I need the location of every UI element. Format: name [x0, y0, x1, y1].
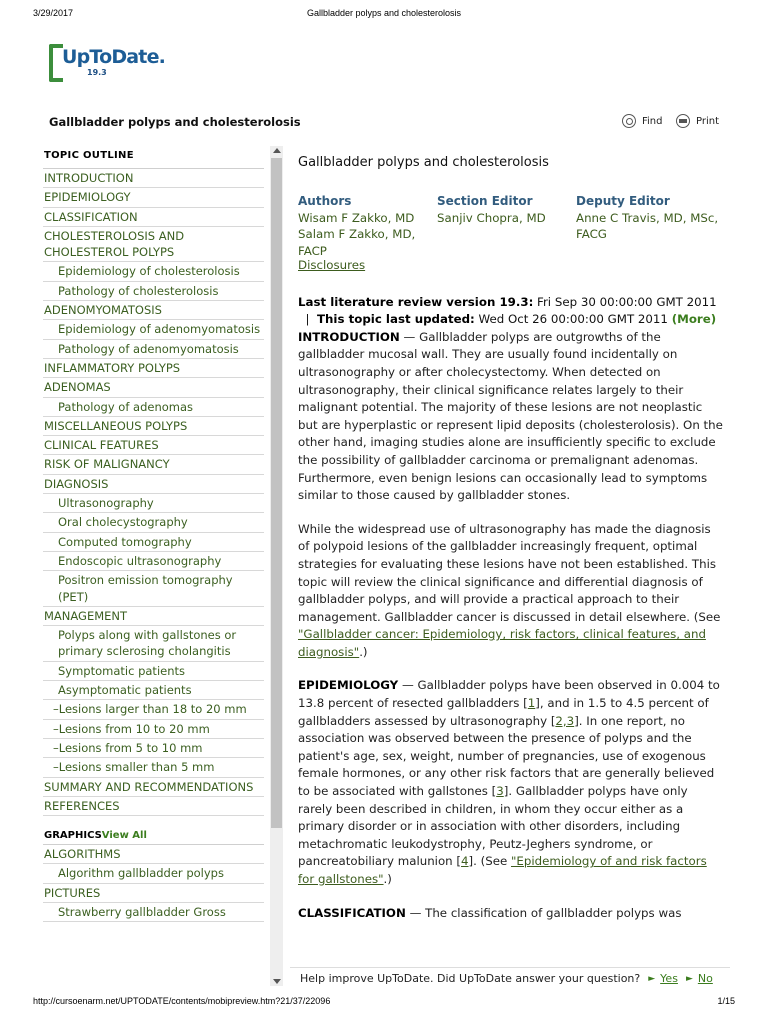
gallbladder-cancer-link[interactable]: "Gallbladder cancer: Epidemiology, risk factors, clinical features, and diagnosis": [298, 627, 706, 659]
outline-item-pet[interactable]: Positron emission tomography (PET): [43, 571, 264, 607]
updated-label: This topic last updated:: [316, 312, 475, 327]
feedback-question: Help improve UpToDate. Did UpToDate answer your question?: [300, 972, 641, 985]
outline-item-path-adenomas[interactable]: Pathology of adenomas: [43, 398, 264, 417]
disclosures-link[interactable]: Disclosures: [298, 258, 366, 272]
feedback-bar: [290, 967, 730, 989]
outline-item-epi-cholesterolosis[interactable]: Epidemiology of cholesterolosis: [43, 262, 264, 281]
classification-heading: CLASSIFICATION: [298, 905, 406, 920]
deputy-editor-block: [576, 193, 721, 243]
reference-link-1[interactable]: 1: [527, 696, 536, 711]
gallstones-risk-link[interactable]: "Epidemiology of and risk factors for gallstones": [298, 854, 707, 886]
byline: [298, 193, 723, 258]
epi-text-2: ], and in 1.5 to 4.5 percent of gallbladders assessed by ultrasonography [: [298, 696, 709, 728]
sidebar-scrollbar[interactable]: [270, 146, 283, 986]
epi-end: .): [383, 872, 392, 886]
outline-item-classification[interactable]: CLASSIFICATION: [43, 208, 264, 227]
outline-item-summary[interactable]: SUMMARY AND RECOMMENDATIONS: [43, 778, 264, 797]
epi-text-4: ]. Gallbladder polyps have only rarely been described in children, in whom they occur either as a primary disorder or in association with other disorders, including metachromatic leukodystrophy, Peutz-Jeghers syndrome, or pancreatobiliary malunion [: [298, 784, 688, 869]
section-editor-label: Section Editor: [437, 194, 533, 208]
article-title: Gallbladder polyps and cholesterolosis: [298, 155, 549, 170]
reference-link-2-3[interactable]: 2,3: [555, 713, 575, 728]
para2-end: .): [359, 644, 368, 659]
literature-review-info: [298, 294, 723, 329]
no-arrow-icon: ►: [685, 973, 693, 984]
outline-item-eus[interactable]: Endoscopic ultrasonography: [43, 552, 264, 571]
outline-item-misc-polyps[interactable]: MISCELLANEOUS POLYPS: [43, 417, 264, 436]
graphics-item-strawberry[interactable]: Strawberry gallbladder Gross: [43, 903, 264, 922]
view-all-link[interactable]: View All: [101, 830, 147, 842]
classification-text: — The classification of gallbladder polyps was: [405, 905, 682, 920]
graphics-item-algorithm-polyps[interactable]: Algorithm gallbladder polyps: [43, 864, 264, 883]
feedback-yes-link[interactable]: Yes: [660, 972, 678, 985]
deputy-editor-name[interactable]: Anne C Travis, MD, MSc, FACG: [576, 210, 719, 241]
print-url: http://cursoenarm.net/UPTODATE/contents/mobipreview.htm?21/37/22096: [33, 996, 331, 1006]
outline-item-lesions-lt5[interactable]: – Lesions smaller than 5 mm: [43, 758, 264, 777]
print-header: [0, 8, 768, 22]
outline-item-diagnosis[interactable]: DIAGNOSIS: [43, 475, 264, 494]
outline-item-symptomatic[interactable]: Symptomatic patients: [43, 662, 264, 681]
epi-text-3: ]. In one report, no association was observed between the presence of polyps and the patient's age, sex, weight, number of pregnancies, use of exogenous female hormones, or any other risk factors that are generally believed to be associated with gallstones [: [298, 713, 715, 799]
para2-text: While the widespread use of ultrasonography has made the diagnosis of polypoid lesions of the gallbladder increasingly frequent, optimal strategies for evaluating these lesions have not been established. This topic will review the clinical significance and differential diagnosis of gallbladder polyps, and will provide a practical approach to their management. Gallbladder cancer is discussed in detail elsewhere. (See: [298, 521, 721, 624]
deputy-editor-label: Deputy Editor: [576, 194, 670, 208]
second-paragraph: [298, 521, 723, 662]
outline-item-epidemiology[interactable]: EPIDEMIOLOGY: [43, 188, 264, 207]
outline-list: [43, 169, 264, 816]
classification-paragraph: [298, 905, 723, 923]
scroll-down-icon[interactable]: [273, 979, 281, 984]
lit-review-date: Fri Sep 30 00:00:00 GMT 2011: [533, 294, 717, 309]
logo-bracket-icon: [49, 44, 63, 82]
outline-item-cholesterolosis[interactable]: CHOLESTEROLOSIS AND CHOLESTEROL POLYPS: [43, 227, 264, 263]
outline-item-path-adenomyomatosis[interactable]: Pathology of adenomyomatosis: [43, 340, 264, 359]
article-body: [298, 153, 723, 971]
logo-version: 19.3: [87, 68, 107, 77]
graphics-item-pictures[interactable]: PICTURES: [43, 884, 264, 903]
graphics-item-algorithms[interactable]: ALGORITHMS: [43, 845, 264, 864]
outline-item-asymptomatic[interactable]: Asymptomatic patients: [43, 681, 264, 700]
reference-link-4[interactable]: 4: [461, 854, 469, 869]
intro-paragraph: [298, 329, 723, 505]
page-title: Gallbladder polyps and cholesterolosis: [49, 115, 301, 129]
outline-item-management[interactable]: MANAGEMENT: [43, 607, 264, 626]
info-separator: |: [298, 312, 317, 327]
epidemiology-paragraph: [298, 677, 723, 888]
outline-item-ct[interactable]: Computed tomography: [43, 533, 264, 552]
epidemiology-heading: EPIDEMIOLOGY: [298, 678, 399, 693]
more-link[interactable]: (More): [671, 312, 717, 327]
outline-item-references[interactable]: REFERENCES: [43, 797, 264, 816]
print-footer: [0, 996, 768, 1010]
graphics-heading-label: GRAPHICS: [44, 830, 102, 842]
print-date: 3/29/2017: [33, 8, 74, 18]
outline-item-path-cholesterolosis[interactable]: Pathology of cholesterolosis: [43, 282, 264, 301]
reference-link-3[interactable]: 3: [496, 784, 504, 799]
topic-outline-sidebar: [43, 146, 264, 986]
print-label: Print: [696, 115, 720, 127]
logo-wordmark: UpToDate.: [62, 46, 166, 68]
outline-item-clinical-features[interactable]: CLINICAL FEATURES: [43, 436, 264, 455]
graphics-list: [43, 845, 264, 922]
print-page-number: 1/15: [717, 996, 735, 1006]
authors-names[interactable]: Wisam F Zakko, MD Salam F Zakko, MD, FACP: [298, 210, 416, 258]
scroll-up-icon[interactable]: [273, 148, 281, 153]
graphics-heading: [43, 816, 264, 845]
updated-date: Wed Oct 26 00:00:00 GMT 2011: [474, 312, 668, 327]
yes-arrow-icon: ►: [648, 973, 656, 984]
outline-item-risk[interactable]: RISK OF MALIGNANCY: [43, 455, 264, 474]
outline-item-lesions-18-20[interactable]: – Lesions larger than 18 to 20 mm: [43, 700, 264, 719]
find-button[interactable]: [622, 114, 663, 128]
outline-item-polyps-gallstones[interactable]: Polyps along with gallstones or primary sclerosing cholangitis: [43, 626, 264, 662]
print-title: Gallbladder polyps and cholesterolosis: [306, 8, 462, 18]
intro-text: — Gallbladder polyps are outgrowths of the gallbladder mucosal wall. They are usually found incidentally on ultrasonography or after cholecystectomy. When detected on ultrasonography, their clinical significance relates largely to their malignant potential. The majority of these lesions are not neoplastic but are hyperplastic or represent lipid deposits (cholesterolosis). On the other hand, imaging studies alone are insufficiently specific to exclude the possibility of gallbladder carcinoma or premalignant adenomas. Furthermore, even benign lesions can occasionally lead to symptoms similar to those caused by gallbladder stones.: [298, 329, 723, 503]
epi-text-1: — Gallbladder polyps have been observed in 0.004 to 13.8 percent of resected gallbladders [: [298, 678, 720, 711]
section-editor-name[interactable]: Sanjiv Chopra, MD: [437, 210, 546, 225]
intro-heading: INTRODUCTION: [298, 329, 400, 344]
find-label: Find: [642, 115, 663, 127]
section-editor-block: [437, 193, 573, 226]
outline-item-inflammatory[interactable]: INFLAMMATORY POLYPS: [43, 359, 264, 378]
authors-label: Authors: [298, 194, 352, 208]
authors-block: [298, 193, 434, 259]
topic-outline-heading: TOPIC OUTLINE: [43, 146, 264, 169]
uptodate-logo[interactable]: [44, 38, 166, 82]
outline-item-lesions-5-10[interactable]: – Lesions from 5 to 10 mm: [43, 739, 264, 758]
outline-item-lesions-10-20[interactable]: – Lesions from 10 to 20 mm: [43, 720, 264, 739]
outline-item-oral-chole[interactable]: Oral cholecystography: [43, 513, 264, 532]
outline-item-ultrasonography[interactable]: Ultrasonography: [43, 494, 264, 513]
outline-item-adenomas[interactable]: ADENOMAS: [43, 378, 264, 397]
scrollbar-thumb[interactable]: [271, 158, 282, 828]
print-button[interactable]: [676, 114, 719, 128]
outline-item-epi-adenomyomatosis[interactable]: Epidemiology of adenomyomatosis: [43, 320, 264, 339]
print-icon: [676, 114, 690, 128]
epi-text-5: ]. (See: [468, 854, 511, 869]
outline-item-introduction[interactable]: INTRODUCTION: [43, 169, 264, 188]
find-icon: [622, 114, 636, 128]
lit-review-label: Last literature review version 19.3:: [298, 294, 534, 309]
outline-item-adenomyomatosis[interactable]: ADENOMYOMATOSIS: [43, 301, 264, 320]
feedback-no-link[interactable]: No: [697, 972, 713, 985]
